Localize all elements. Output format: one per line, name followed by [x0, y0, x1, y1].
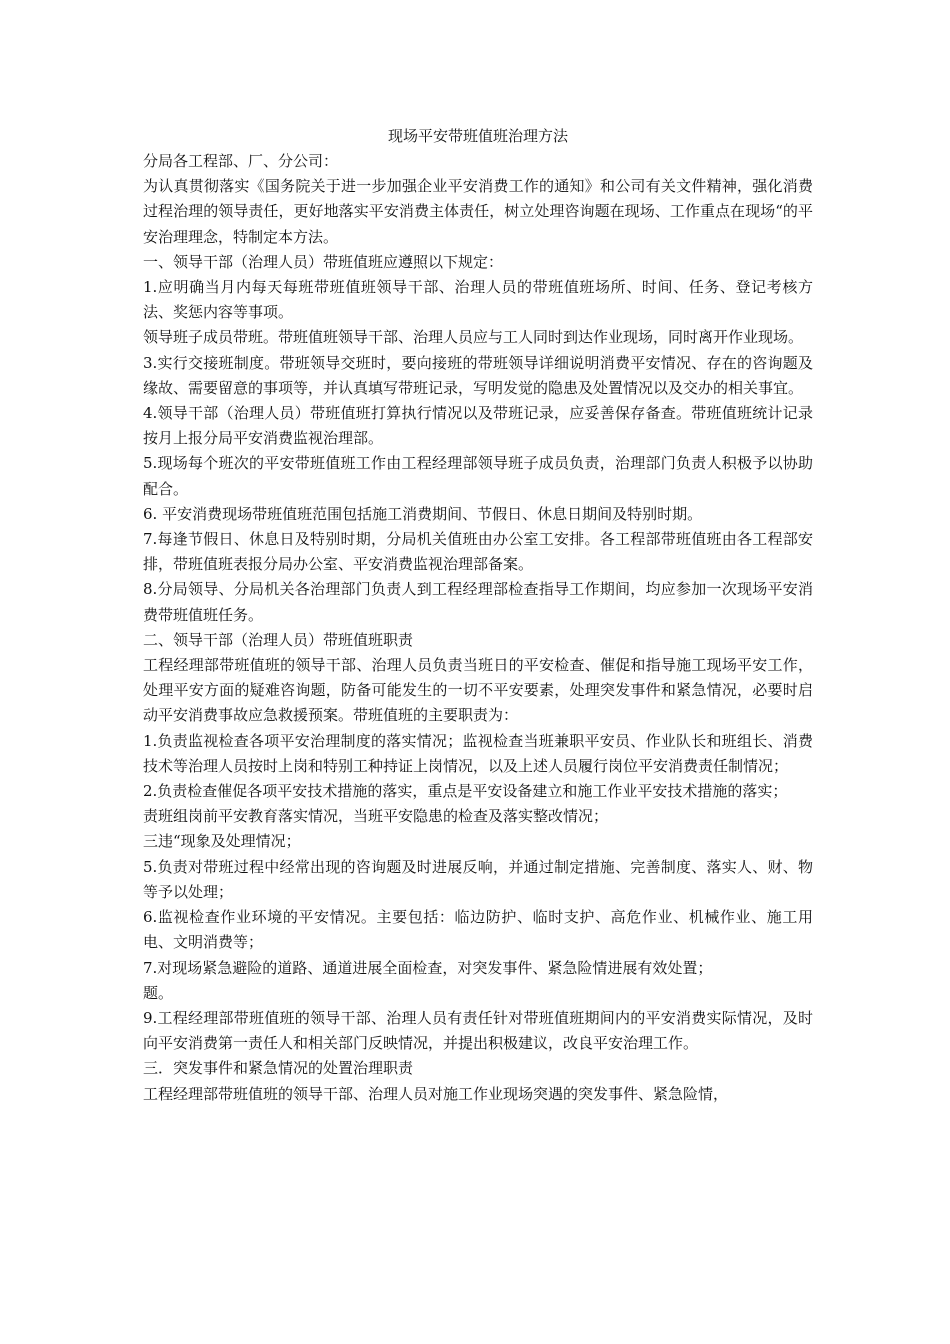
- paragraph: 三．突发事件和紧急情况的处置治理职责: [143, 1059, 414, 1078]
- paragraph: 1.应明确当月内每天每班带班值班领导干部、治理人员的带班值班场所、时间、任务、登记考核方法、奖惩内容等事项。: [143, 278, 813, 322]
- document-title: 现场平安带班值班治理方法: [387, 127, 568, 145]
- document-page: [143, 124, 813, 1107]
- paragraph: 7.每逢节假日、休息日及特别时期，分局机关值班由办公室工安排。各工程部带班值班由各工程部安排，带班值班表报分局办公室、平安消费监视治理部备案。: [143, 530, 813, 574]
- paragraph: 工程经理部带班值班的领导干部、治理人员对施工作业现场突遇的突发事件、紧急险情，: [143, 1084, 729, 1103]
- paragraph: 5.现场每个班次的平安带班值班工作由工程经理部领导班子成员负责，治理部门负责人积极予以协助配合。: [143, 454, 813, 498]
- paragraph: 2.负责检查催促各项平安技术措施的落实，重点是平安设备建立和施工作业平安技术措施的落实；: [143, 782, 788, 801]
- paragraph: 5.负责对带班过程中经常出现的咨询题及时进展反响，并通过制定措施、完善制度、落实人、财、物等予以处理；: [143, 857, 813, 901]
- paragraph: 8.分局领导、分局机关各治理部门负责人到工程经理部检查指导工作期间，均应参加一次现场平安消费带班值班任务。: [143, 580, 813, 624]
- paragraph: 1.负责监视检查各项平安治理制度的落实情况；监视检查当班兼职平安员、作业队长和班组长、消费技术等治理人员按时上岗和特别工种持证上岗情况，以及上述人员履行岗位平安消费责任制情况；: [143, 731, 813, 775]
- paragraph: 三违“现象及处理情况；: [143, 832, 301, 851]
- paragraph: 工程经理部带班值班的领导干部、治理人员负责当班日的平安检查、催促和指导施工现场平安工作，处理平安方面的疑难咨询题，防备可能发生的一切不平安要素，处理突发事件和紧急情况，必要时启动平安消费事故应急救援预案。带班值班的主要职责为：: [143, 656, 813, 725]
- paragraph: 题。: [143, 983, 174, 1002]
- paragraph: 一、领导干部（治理人员）带班值班应遵照以下规定：: [143, 252, 504, 271]
- document-body: [143, 149, 813, 1107]
- paragraph: 分局各工程部、厂、分公司：: [143, 152, 339, 170]
- paragraph: 为认真贯彻落实《国务院关于进一步加强企业平安消费工作的通知》和公司有关文件精神，强化消费过程治理的领导责任，更好地落实平安消费主体责任，树立处理咨询题在现场、工作重点在现场“的平安治理理念，特制定本方法。: [143, 177, 813, 246]
- paragraph: 领导班子成员带班。带班值班领导干部、治理人员应与工人同时到达作业现场，同时离开作业现场。: [143, 328, 804, 347]
- paragraph: 9.工程经理部带班值班的领导干部、治理人员有责任针对带班值班期间内的平安消费实际情况，及时向平安消费第一责任人和相关部门反映情况，并提出积极建议，改良平安治理工作。: [143, 1008, 813, 1053]
- paragraph: 6.监视检查作业环境的平安情况。主要包括：临边防护、临时支护、高危作业、机械作业、施工用电、文明消费等；: [143, 908, 813, 952]
- paragraph: 3.实行交接班制度。带班领导交班时，要向接班的带班领导详细说明消费平安情况、存在的咨询题及缘故、需要留意的事项等，并认真填写带班记录，写明发觉的隐患及处置情况以及交办的相关事宜。: [143, 353, 813, 397]
- paragraph: 7.对现场紧急避险的道路、通道进展全面检查，对突发事件、紧急险情进展有效处置；: [143, 958, 713, 977]
- paragraph: 6. 平安消费现场带班值班范围包括施工消费期间、节假日、休息日期间及特别时期。: [143, 504, 703, 523]
- paragraph: 二、领导干部（治理人员）带班值班职责: [143, 630, 414, 649]
- paragraph: 责班组岗前平安教育落实情况，当班平安隐患的检查及落实整改情况；: [143, 807, 609, 826]
- paragraph: 4.领导干部（治理人员）带班值班打算执行情况以及带班记录，应妥善保存备查。带班值班统计记录按月上报分局平安消费监视治理部。: [143, 404, 813, 448]
